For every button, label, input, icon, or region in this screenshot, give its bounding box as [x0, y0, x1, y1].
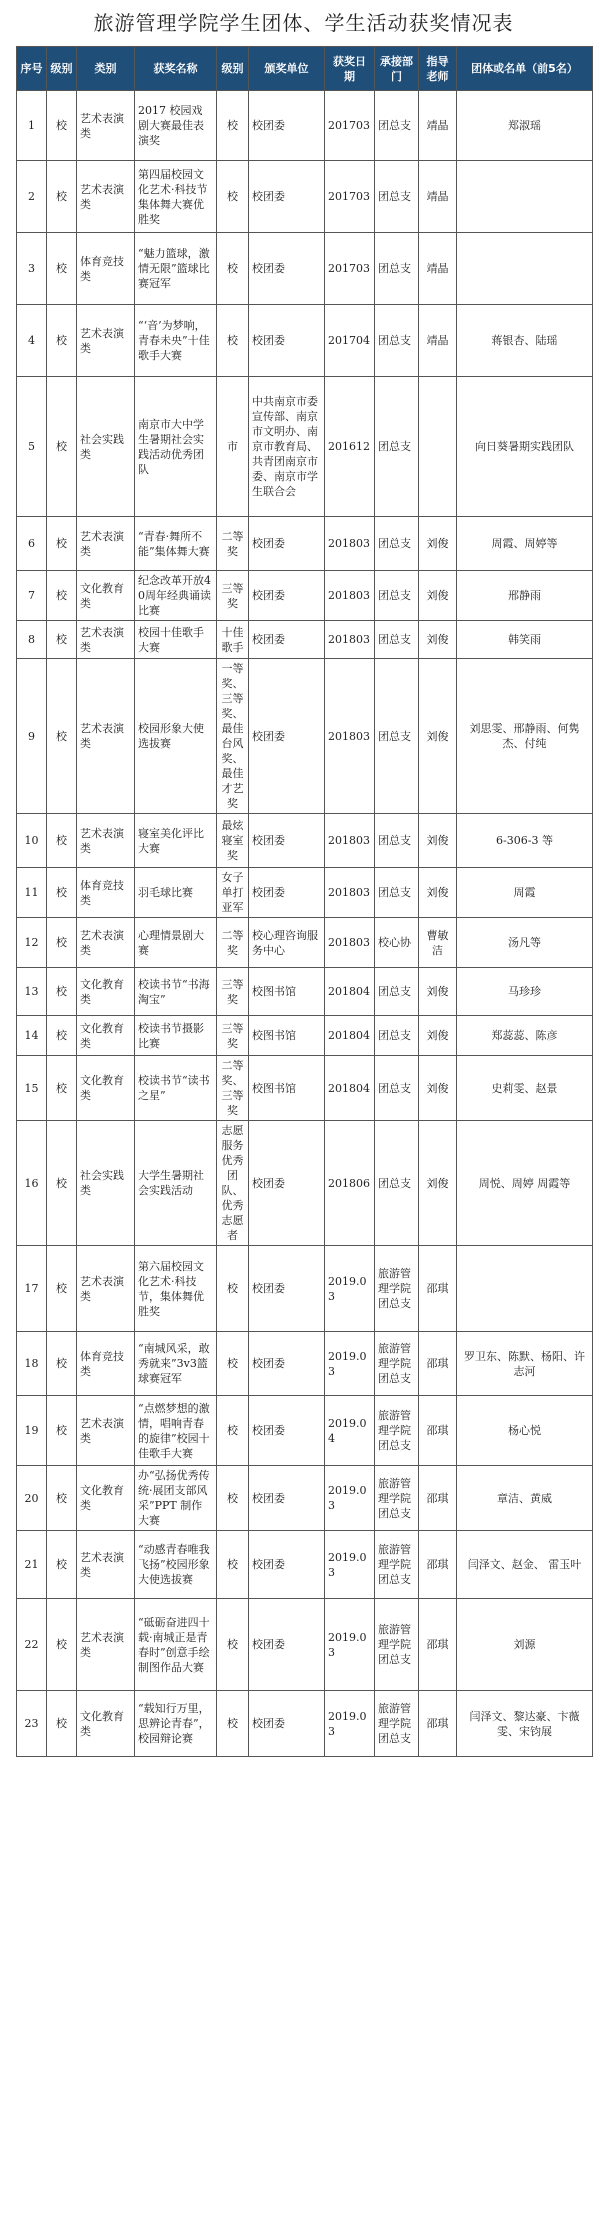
table-cell: 2019.03	[325, 1466, 375, 1531]
table-cell: “动感青春唯我飞扬”校园形象大使选拔赛	[135, 1531, 217, 1599]
table-cell: 闫泽文、黎达豪、卞薇雯、宋钧展	[457, 1691, 593, 1757]
table-cell: 校	[217, 1396, 249, 1466]
table-cell: 5	[17, 377, 47, 517]
header-cell: 获奖名称	[135, 47, 217, 91]
table-cell: 15	[17, 1056, 47, 1121]
table-cell: 201803	[325, 868, 375, 918]
table-cell: 第六届校园文化艺术·科技节，集体舞优胜奖	[135, 1246, 217, 1332]
table-cell: 校团委	[249, 1332, 325, 1396]
table-cell: 艺术表演类	[77, 1599, 135, 1691]
table-row	[17, 1246, 593, 1332]
table-cell: 201803	[325, 918, 375, 968]
table-cell: 一等奖、三等奖、最佳台风奖、最佳才艺奖	[217, 659, 249, 814]
table-cell: 校图书馆	[249, 968, 325, 1016]
table-cell: 校团委	[249, 1466, 325, 1531]
table-row	[17, 1332, 593, 1396]
table-cell: 校	[217, 1691, 249, 1757]
table-cell: 艺术表演类	[77, 659, 135, 814]
table-cell: 校心理咨询服务中心	[249, 918, 325, 968]
table-cell: 201703	[325, 233, 375, 305]
table-cell: 团总支	[375, 305, 419, 377]
table-cell: 南京市大中学生暑期社会实践活动优秀团队	[135, 377, 217, 517]
table-cell: 2019.03	[325, 1691, 375, 1757]
table-cell: 201703	[325, 91, 375, 161]
table-cell: 11	[17, 868, 47, 918]
table-cell: 校	[217, 233, 249, 305]
table-cell: 旅游管理学院团总支	[375, 1466, 419, 1531]
table-cell: 3	[17, 233, 47, 305]
table-cell: 校团委	[249, 1599, 325, 1691]
table-cell: 史莉雯、赵景	[457, 1056, 593, 1121]
table-cell: 邵琪	[419, 1396, 457, 1466]
table-cell: 旅游管理学院团总支	[375, 1691, 419, 1757]
table-cell	[457, 1246, 593, 1332]
table-cell: 9	[17, 659, 47, 814]
table-cell: 校园形象大使选拔赛	[135, 659, 217, 814]
table-cell: 刘俊	[419, 659, 457, 814]
table-cell: 校	[47, 1691, 77, 1757]
table-cell: 校读书节“书海淘宝”	[135, 968, 217, 1016]
table-cell: 体育竞技类	[77, 233, 135, 305]
table-cell: 校	[47, 868, 77, 918]
table-cell: 团总支	[375, 161, 419, 233]
table-row	[17, 571, 593, 621]
table-cell: 2019.03	[325, 1246, 375, 1332]
table-cell: 校	[217, 1332, 249, 1396]
table-cell: 邵琪	[419, 1332, 457, 1396]
table-cell: 艺术表演类	[77, 517, 135, 571]
header-cell: 类别	[77, 47, 135, 91]
table-cell: 团总支	[375, 377, 419, 517]
table-cell: 校	[47, 918, 77, 968]
table-cell: 201612	[325, 377, 375, 517]
table-cell: 2019.04	[325, 1396, 375, 1466]
table-cell: 刘俊	[419, 868, 457, 918]
table-cell: 校团委	[249, 517, 325, 571]
table-row	[17, 161, 593, 233]
table-row	[17, 814, 593, 868]
table-cell: 心理情景剧大赛	[135, 918, 217, 968]
table-cell: 校团委	[249, 1691, 325, 1757]
table-cell: 三等奖	[217, 571, 249, 621]
table-cell: 校团委	[249, 621, 325, 659]
table-cell: 刘俊	[419, 1121, 457, 1246]
table-cell: 第四届校园文化艺术·科技节集体舞大赛优胜奖	[135, 161, 217, 233]
table-cell: 校	[47, 968, 77, 1016]
table-cell: 201804	[325, 1056, 375, 1121]
table-cell: 校	[47, 1246, 77, 1332]
table-cell: 旅游管理学院团总支	[375, 1246, 419, 1332]
awards-table	[16, 46, 593, 1757]
table-cell: 校	[47, 1121, 77, 1246]
table-cell: 校	[47, 1531, 77, 1599]
table-cell: 校团委	[249, 814, 325, 868]
table-cell: 2017 校园戏剧大赛最佳表演奖	[135, 91, 217, 161]
table-cell: 旅游管理学院团总支	[375, 1599, 419, 1691]
header-cell: 指导老师	[419, 47, 457, 91]
table-cell: 校	[217, 1246, 249, 1332]
table-cell: 校	[47, 621, 77, 659]
table-row	[17, 918, 593, 968]
table-row	[17, 1531, 593, 1599]
table-cell: 靖晶	[419, 305, 457, 377]
table-cell	[457, 161, 593, 233]
table-cell: 团总支	[375, 1121, 419, 1246]
table-cell: 201803	[325, 814, 375, 868]
table-cell: 寝室美化评比大赛	[135, 814, 217, 868]
table-cell: 校	[217, 305, 249, 377]
table-cell: 十佳歌手	[217, 621, 249, 659]
header-cell: 承接部门	[375, 47, 419, 91]
table-cell: 三等奖	[217, 968, 249, 1016]
table-cell: 团总支	[375, 814, 419, 868]
table-cell: 刘俊	[419, 814, 457, 868]
table-row	[17, 968, 593, 1016]
table-cell: 校团委	[249, 1246, 325, 1332]
table-cell: 201806	[325, 1121, 375, 1246]
table-cell: “点燃梦想的激情，唱响青春的旋律”校园十佳歌手大赛	[135, 1396, 217, 1466]
table-cell: 18	[17, 1332, 47, 1396]
table-cell: 邵琪	[419, 1246, 457, 1332]
table-cell: 校	[47, 1599, 77, 1691]
table-cell: 校	[47, 1396, 77, 1466]
table-cell: 6	[17, 517, 47, 571]
table-row	[17, 1691, 593, 1757]
table-cell: 201803	[325, 571, 375, 621]
header-cell: 级别	[47, 47, 77, 91]
table-cell: 校	[47, 517, 77, 571]
table-cell: 团总支	[375, 868, 419, 918]
table-cell: 2019.03	[325, 1531, 375, 1599]
table-cell: 校团委	[249, 659, 325, 814]
table-cell: 办“弘扬优秀传统·展团支部风采”PPT 制作大赛	[135, 1466, 217, 1531]
table-row	[17, 1121, 593, 1246]
table-cell: 校团委	[249, 233, 325, 305]
table-cell: 邵琪	[419, 1531, 457, 1599]
table-cell: “青春·舞所不能”集体舞大赛	[135, 517, 217, 571]
table-cell: 旅游管理学院团总支	[375, 1396, 419, 1466]
table-cell: 校	[47, 377, 77, 517]
table-cell: 8	[17, 621, 47, 659]
table-cell: 校团委	[249, 571, 325, 621]
table-cell: 周霞	[457, 868, 593, 918]
table-cell: 10	[17, 814, 47, 868]
table-cell: 体育竞技类	[77, 868, 135, 918]
table-cell: 杨心悦	[457, 1396, 593, 1466]
table-cell: 校	[47, 571, 77, 621]
table-cell: 12	[17, 918, 47, 968]
table-cell: 刘思雯、邢静雨、何隽杰、付纯	[457, 659, 593, 814]
table-cell: 2	[17, 161, 47, 233]
table-cell: 靖晶	[419, 161, 457, 233]
table-cell: 曹敏洁	[419, 918, 457, 968]
table-cell: 201704	[325, 305, 375, 377]
table-cell: 二等奖、三等奖	[217, 1056, 249, 1121]
table-cell: 2019.03	[325, 1332, 375, 1396]
table-cell: 校	[217, 1599, 249, 1691]
table-cell	[457, 233, 593, 305]
table-cell: 校	[47, 305, 77, 377]
table-cell: 邵琪	[419, 1691, 457, 1757]
table-cell: “南城风采，敢秀就来”3v3篮球赛冠军	[135, 1332, 217, 1396]
table-cell: 文化教育类	[77, 1466, 135, 1531]
table-cell: 蒋银杏、陆瑶	[457, 305, 593, 377]
table-cell: 体育竞技类	[77, 1332, 135, 1396]
table-cell: 文化教育类	[77, 1056, 135, 1121]
table-cell: 周悦、周婷 周霞等	[457, 1121, 593, 1246]
table-body	[17, 91, 593, 1757]
table-cell: 校团委	[249, 1121, 325, 1246]
table-cell: 邵琪	[419, 1599, 457, 1691]
table-cell: 文化教育类	[77, 1691, 135, 1757]
table-row	[17, 91, 593, 161]
table-cell: 艺术表演类	[77, 621, 135, 659]
table-cell: 大学生暑期社会实践活动	[135, 1121, 217, 1246]
table-cell: 艺术表演类	[77, 305, 135, 377]
table-cell: 20	[17, 1466, 47, 1531]
table-row	[17, 517, 593, 571]
table-cell: 纪念改革开放40周年经典诵读比赛	[135, 571, 217, 621]
table-cell: 1	[17, 91, 47, 161]
table-row	[17, 868, 593, 918]
table-cell: 艺术表演类	[77, 1246, 135, 1332]
table-cell: 校读书节“读书之星”	[135, 1056, 217, 1121]
table-cell: 艺术表演类	[77, 814, 135, 868]
table-cell: 校团委	[249, 1396, 325, 1466]
header-cell: 序号	[17, 47, 47, 91]
table-cell: 三等奖	[217, 1016, 249, 1056]
table-row	[17, 621, 593, 659]
table-cell: 团总支	[375, 233, 419, 305]
table-cell: 女子单打亚军	[217, 868, 249, 918]
table-cell: 章洁、黄威	[457, 1466, 593, 1531]
table-cell: 闫泽文、赵金、 雷玉叶	[457, 1531, 593, 1599]
table-row	[17, 1056, 593, 1121]
table-cell: 23	[17, 1691, 47, 1757]
table-cell: 邢静雨	[457, 571, 593, 621]
table-cell: 刘俊	[419, 1016, 457, 1056]
table-cell: 艺术表演类	[77, 1531, 135, 1599]
table-cell: “载知行万里，思辨论青春”，校园辩论赛	[135, 1691, 217, 1757]
table-cell: 志愿服务优秀团队、优秀志愿者	[217, 1121, 249, 1246]
table-cell: 文化教育类	[77, 571, 135, 621]
table-cell: 校图书馆	[249, 1056, 325, 1121]
page-title: 旅游管理学院学生团体、学生活动获奖情况表	[93, 11, 514, 35]
table-cell: 校	[47, 1016, 77, 1056]
table-cell: 201803	[325, 659, 375, 814]
table-cell: 文化教育类	[77, 968, 135, 1016]
table-cell: 17	[17, 1246, 47, 1332]
table-cell: 团总支	[375, 621, 419, 659]
table-cell: 2019.03	[325, 1599, 375, 1691]
table-cell: 社会实践类	[77, 1121, 135, 1246]
table-cell: 旅游管理学院团总支	[375, 1531, 419, 1599]
table-cell: 团总支	[375, 91, 419, 161]
table-row	[17, 1599, 593, 1691]
table-cell: 刘俊	[419, 517, 457, 571]
table-cell: 团总支	[375, 1016, 419, 1056]
table-cell: 校	[47, 233, 77, 305]
table-cell: 22	[17, 1599, 47, 1691]
table-cell: 201803	[325, 517, 375, 571]
table-cell: 校园十佳歌手大赛	[135, 621, 217, 659]
table-cell: 郑淑瑶	[457, 91, 593, 161]
table-cell: 市	[217, 377, 249, 517]
table-row	[17, 1396, 593, 1466]
table-cell: 校团委	[249, 868, 325, 918]
table-cell: 21	[17, 1531, 47, 1599]
table-cell: 校	[47, 161, 77, 233]
table-cell: 二等奖	[217, 517, 249, 571]
table-cell: 校	[47, 91, 77, 161]
table-cell: “砥砺奋进四十载·南城正是青春时”创意手绘制图作品大赛	[135, 1599, 217, 1691]
table-cell: “‘音’为梦响，青春未央”十佳歌手大赛	[135, 305, 217, 377]
table-cell: 7	[17, 571, 47, 621]
table-row	[17, 659, 593, 814]
table-cell: 文化教育类	[77, 1016, 135, 1056]
table-cell: 团总支	[375, 659, 419, 814]
table-cell: 团总支	[375, 968, 419, 1016]
table-cell: 校心协	[375, 918, 419, 968]
table-cell: 羽毛球比赛	[135, 868, 217, 918]
header-cell: 获奖日期	[325, 47, 375, 91]
table-cell: 韩笑雨	[457, 621, 593, 659]
table-cell: 校图书馆	[249, 1016, 325, 1056]
table-row	[17, 377, 593, 517]
table-cell: 校	[47, 814, 77, 868]
table-cell: 刘俊	[419, 621, 457, 659]
table-cell: 罗卫东、陈默、杨阳、许志河	[457, 1332, 593, 1396]
table-cell: 汤凡等	[457, 918, 593, 968]
table-cell: 6-306-3 等	[457, 814, 593, 868]
table-cell: 马珍珍	[457, 968, 593, 1016]
table-cell: 刘俊	[419, 968, 457, 1016]
table-cell: 刘俊	[419, 1056, 457, 1121]
table-cell: 校	[47, 1332, 77, 1396]
table-cell: 16	[17, 1121, 47, 1246]
table-cell: 刘俊	[419, 571, 457, 621]
table-row	[17, 305, 593, 377]
table-cell: 艺术表演类	[77, 918, 135, 968]
table-cell: 校团委	[249, 91, 325, 161]
header-cell: 颁奖单位	[249, 47, 325, 91]
table-cell: 201703	[325, 161, 375, 233]
table-cell: 校	[217, 1466, 249, 1531]
table-cell: 校	[47, 659, 77, 814]
table-cell: 邵琪	[419, 1466, 457, 1531]
table-cell	[419, 377, 457, 517]
table-cell: 校	[47, 1466, 77, 1531]
table-cell: 郑蕊蕊、陈彦	[457, 1016, 593, 1056]
table-cell: 校团委	[249, 1531, 325, 1599]
table-cell: 校团委	[249, 305, 325, 377]
table-cell: 4	[17, 305, 47, 377]
table-cell: 靖晶	[419, 233, 457, 305]
table-cell: 校	[217, 161, 249, 233]
table-cell: 团总支	[375, 517, 419, 571]
header-cell: 团体或名单（前5名）	[457, 47, 593, 91]
table-cell: 19	[17, 1396, 47, 1466]
table-row	[17, 1466, 593, 1531]
table-cell: “魅力篮球，激情无限”篮球比赛冠军	[135, 233, 217, 305]
header-cell: 级别	[217, 47, 249, 91]
table-cell: 刘源	[457, 1599, 593, 1691]
table-cell: 艺术表演类	[77, 91, 135, 161]
table-cell: 旅游管理学院团总支	[375, 1332, 419, 1396]
table-row	[17, 233, 593, 305]
table-cell: 校	[217, 91, 249, 161]
table-cell: 13	[17, 968, 47, 1016]
table-cell: 校	[217, 1531, 249, 1599]
table-cell: 周霞、周婷等	[457, 517, 593, 571]
table-cell: 中共南京市委宣传部、南京市文明办、南京市教育局、共青团南京市委、南京市学生联合会	[249, 377, 325, 517]
table-cell: 团总支	[375, 1056, 419, 1121]
table-cell: 向日葵暑期实践团队	[457, 377, 593, 517]
table-cell: 201803	[325, 621, 375, 659]
table-cell: 艺术表演类	[77, 1396, 135, 1466]
table-cell: 二等奖	[217, 918, 249, 968]
table-cell: 艺术表演类	[77, 161, 135, 233]
table-cell: 14	[17, 1016, 47, 1056]
table-cell: 201804	[325, 968, 375, 1016]
table-header-row	[17, 47, 593, 91]
table-cell: 靖晶	[419, 91, 457, 161]
table-cell: 校	[47, 1056, 77, 1121]
table-cell: 201804	[325, 1016, 375, 1056]
table-cell: 社会实践类	[77, 377, 135, 517]
table-row	[17, 1016, 593, 1056]
table-cell: 团总支	[375, 571, 419, 621]
table-cell: 校读书节摄影比赛	[135, 1016, 217, 1056]
table-cell: 校团委	[249, 161, 325, 233]
table-cell: 最炫寝室奖	[217, 814, 249, 868]
